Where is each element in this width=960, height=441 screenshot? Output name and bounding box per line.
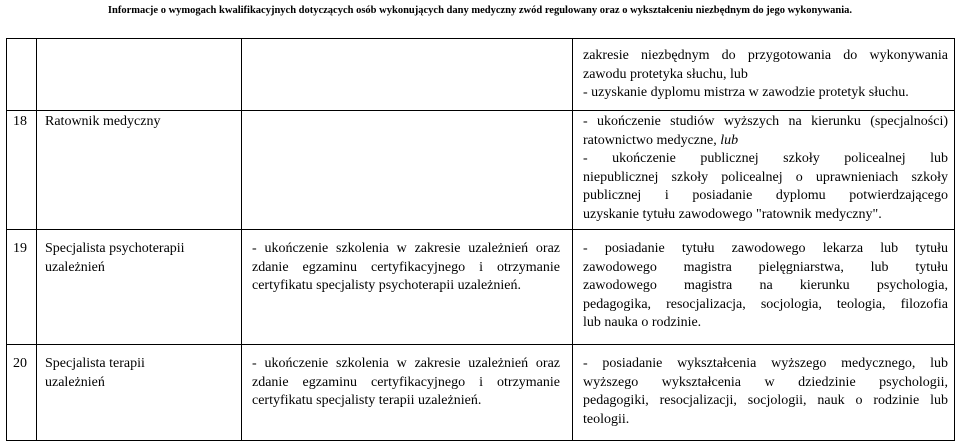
requirements-cell (573, 111, 955, 230)
requirements-line: pedagogika, resocjalizacja, socjologia, teologia, filozofia (583, 296, 948, 312)
table-row (7, 230, 955, 345)
requirements-cell (573, 345, 955, 441)
table-row (7, 39, 955, 111)
qualification-line: certyfikatu specjalisty terapii uzależnień. (252, 393, 482, 409)
page-header (0, 4, 960, 17)
page-title: Informacje o wymogach kwalifikacyjnych dotyczących osób wykonujących dany medyczny zwód regulowany oraz o wykształceniu niezbędnym do jego wykonywania. (107, 5, 853, 16)
qualification-cell (242, 345, 573, 441)
row-number-cell (7, 230, 37, 345)
requirements-line: uzyskanie tytułu zawodowego "ratownik medyczny". (583, 206, 882, 222)
professions-table (6, 38, 955, 441)
table-row (7, 345, 955, 441)
profession-name: Specjalista psychoterapii (45, 241, 185, 256)
qualification-cell (242, 111, 573, 230)
requirements-cell (573, 39, 955, 111)
requirements-line: zawodu protetyka słuchu, lub (583, 66, 748, 82)
row-number-cell (7, 39, 37, 111)
requirements-line: - ukończenie studiów wyższych na kierunku (specjalności) (583, 114, 948, 129)
requirements-cell (573, 230, 955, 345)
profession-name: uzależnień (45, 259, 105, 275)
profession-cell (37, 230, 242, 345)
qualification-line: zdanie egzaminu certyfikacyjnego i otrzymanie (252, 374, 560, 390)
requirements-line: zakresie niezbędnym do przygotowania do wykonywania (583, 48, 948, 63)
qualification-cell (242, 39, 573, 111)
requirements-line: lub nauka o rodzinie. (583, 315, 702, 331)
requirements-line (583, 132, 948, 151)
row-number: 18 (13, 114, 27, 129)
requirements-line: niepublicznej szkoły policealnej o uprawnieniach szkoły (583, 169, 948, 185)
qualification-line: certyfikatu specjalisty psychoterapii uzależnień. (252, 278, 522, 294)
requirements-line: pedagogiki, resocjalizacji, socjologii, nauk o rodzinie lub (583, 393, 948, 409)
profession-cell (37, 345, 242, 441)
requirements-line: wyższego wykształcenia w dziedzinie psychologii, (583, 374, 948, 390)
requirements-line: - uzyskanie dyplomu mistrza w zawodzie protetyk słuchu. (583, 85, 909, 101)
requirements-or-italic: lub (720, 132, 739, 148)
requirements-line: zawodowego magistra pielęgniarstwa, lub tytułu (583, 259, 948, 275)
row-number-cell (7, 345, 37, 441)
qualification-line: zdanie egzaminu certyfikacyjnego i otrzymanie (252, 259, 560, 275)
qualification-line: - ukończenie szkolenia w zakresie uzależnień oraz (252, 356, 560, 371)
requirements-line: teologii. (583, 411, 630, 427)
row-number: 20 (13, 356, 27, 371)
profession-cell (37, 39, 242, 111)
row-number-cell (7, 111, 37, 230)
requirements-line: - posiadanie tytułu zawodowego lekarza lub tytułu (583, 241, 948, 256)
requirements-line: - posiadanie wykształcenia wyższego medycznego, lub (583, 356, 948, 371)
qualification-line: - ukończenie szkolenia w zakresie uzależnień oraz (252, 241, 560, 256)
qualification-cell (242, 230, 573, 345)
table-row (7, 111, 955, 230)
profession-cell (37, 111, 242, 230)
profession-name: Specjalista terapii (45, 356, 145, 371)
requirements-line: publicznej i posiadanie dyplomu potwierdzającego (583, 188, 948, 204)
requirements-line: - ukończenie publicznej szkoły policealnej lub (583, 151, 948, 167)
requirements-text: ratownictwo medyczne, (583, 132, 721, 148)
profession-name: uzależnień (45, 374, 105, 390)
requirements-line: zawodowego magistra na kierunku psychologia, (583, 278, 948, 294)
profession-name: Ratownik medyczny (45, 114, 161, 129)
row-number: 19 (13, 241, 27, 256)
